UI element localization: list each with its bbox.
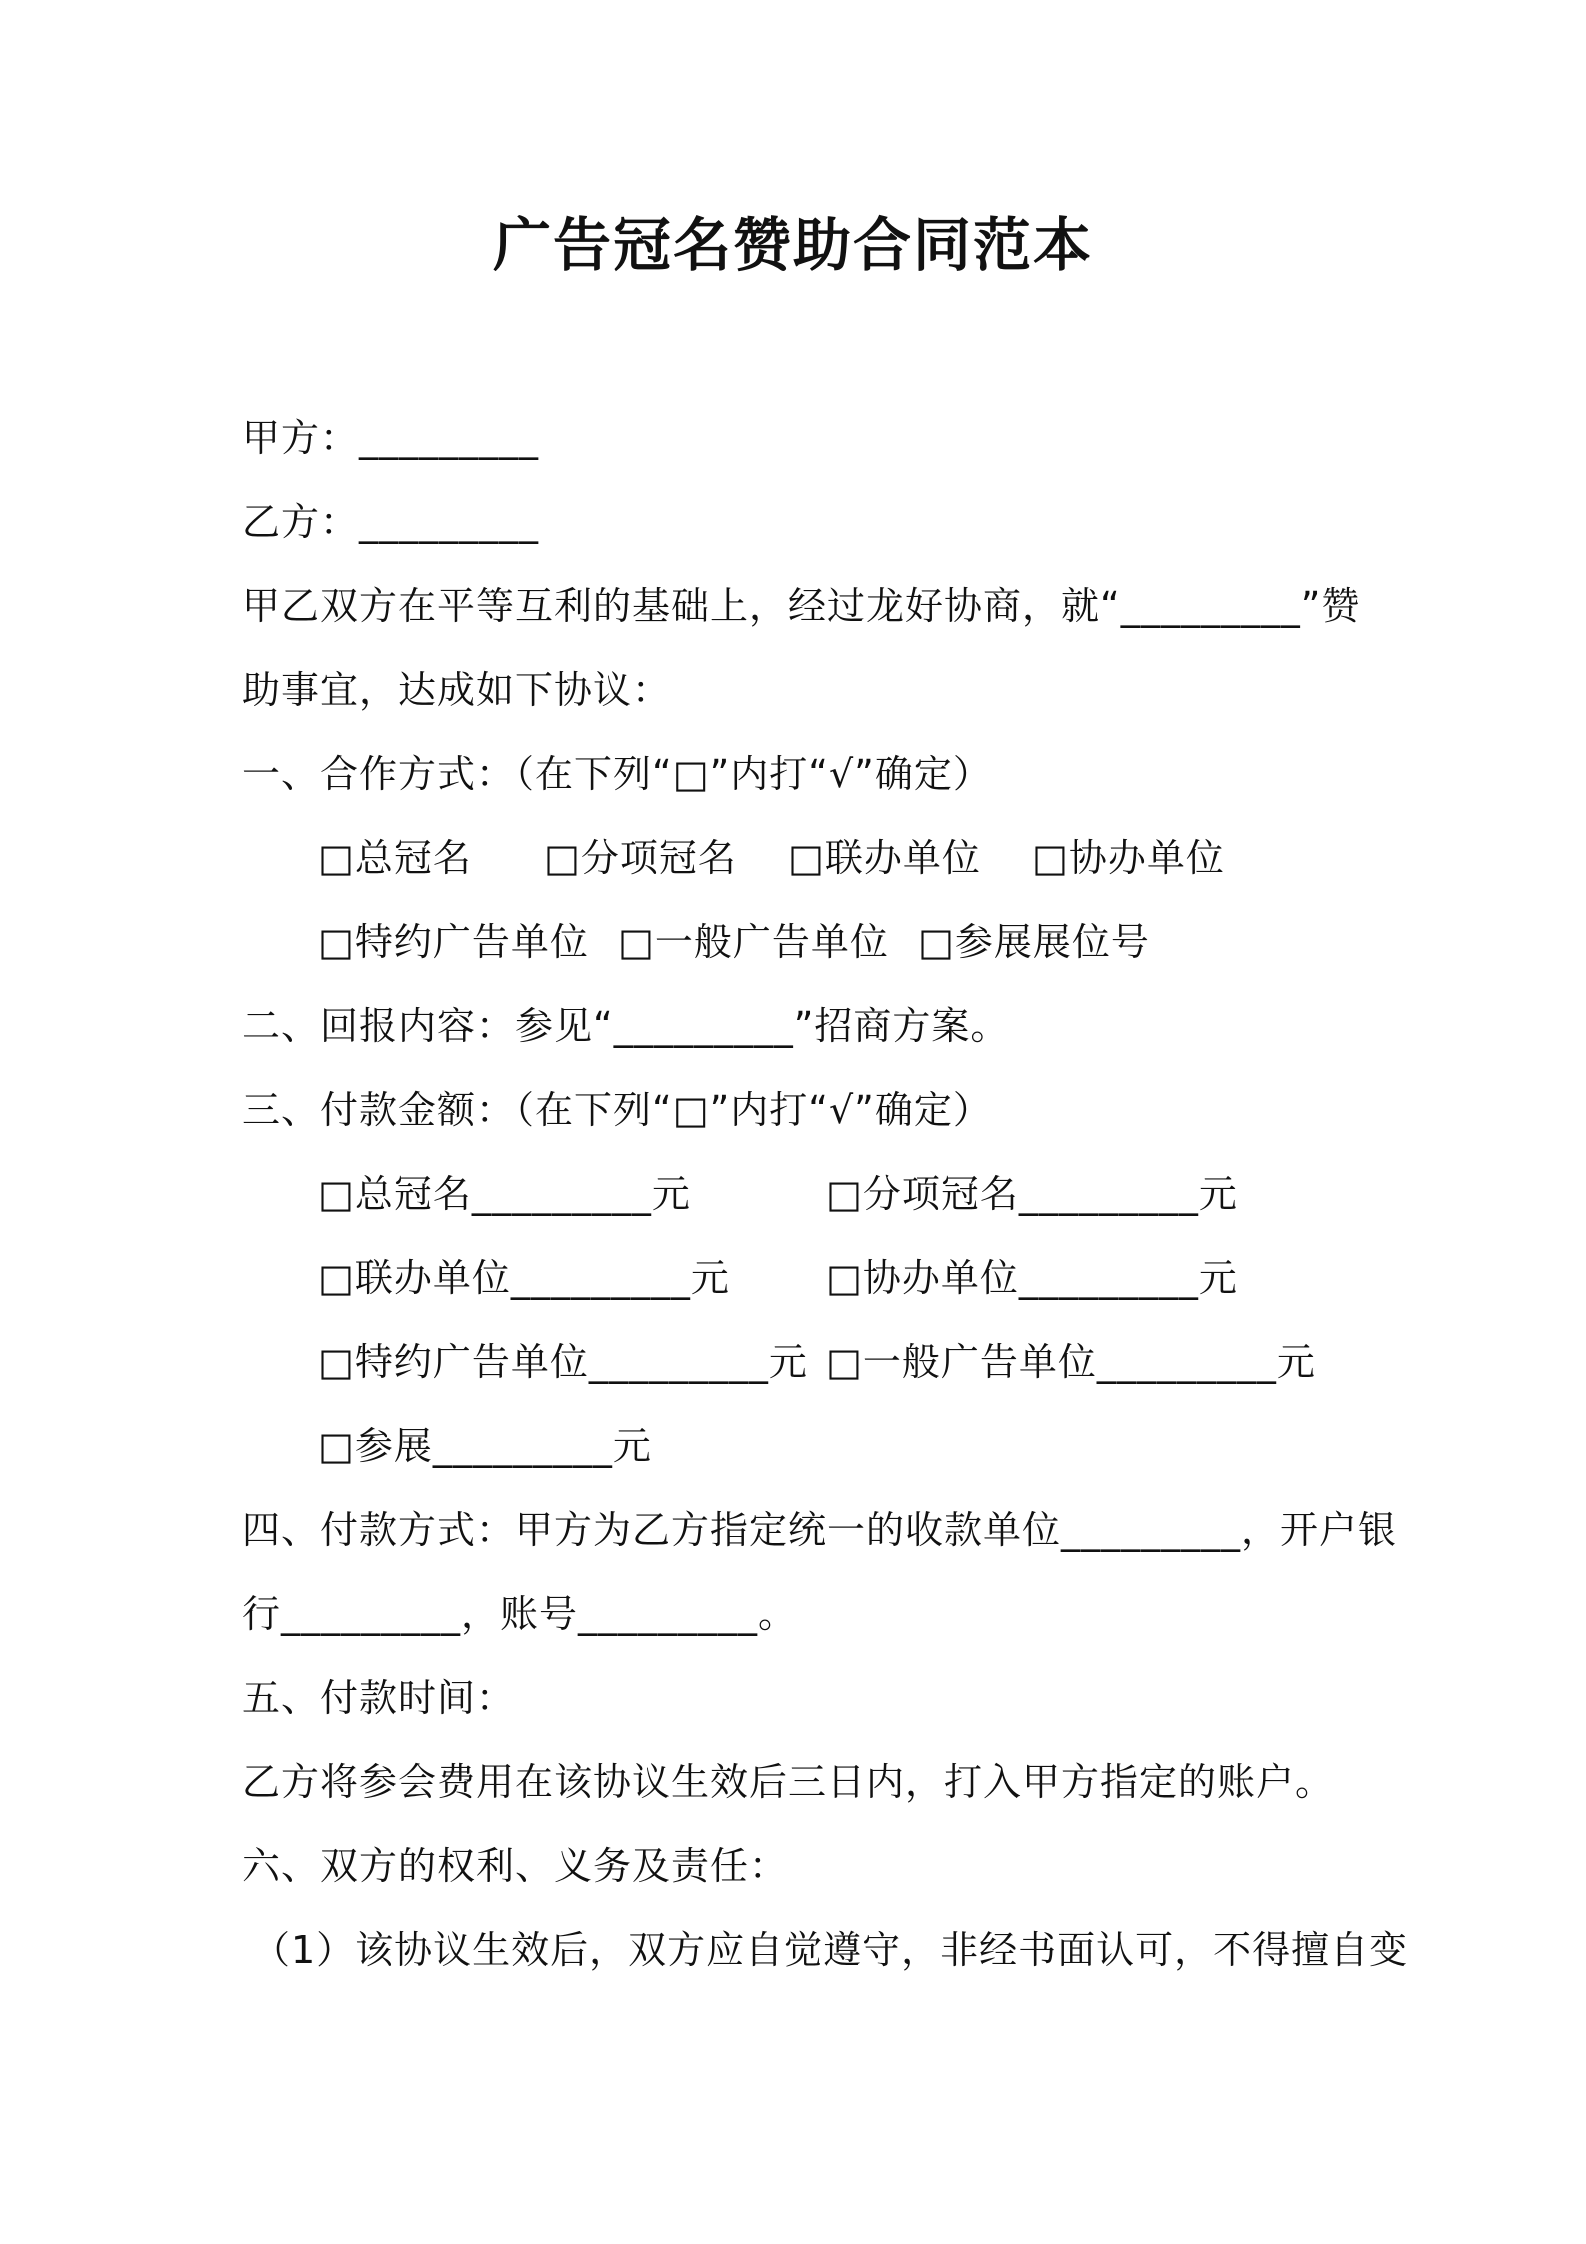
section6-heading: 六、双方的权利、义务及责任： <box>242 1844 789 1888</box>
amount-assisting-unit: □协办单位_________元 <box>826 1256 1238 1300</box>
section1-heading: 一、合作方式：（在下列“□”内打“√”确定） <box>242 752 992 796</box>
option-co-organizer: □联办单位 <box>788 836 981 880</box>
option-sub-title: □分项冠名 <box>544 836 737 880</box>
amount-sub-title: □分项冠名_________元 <box>826 1172 1238 1216</box>
section6-item-1: （1）该协议生效后，双方应自觉遵守，非经书面认可，不得擅自变 <box>252 1928 1409 1972</box>
section5-heading: 五、付款时间： <box>242 1676 516 1720</box>
option-assisting-unit: □协办单位 <box>1032 836 1225 880</box>
amount-special-ad-unit: □特约广告单位_________元 <box>318 1340 808 1384</box>
amount-exhibit: □参展_________元 <box>318 1424 652 1468</box>
section4-line-1: 四、付款方式：甲方为乙方指定统一的收款单位_________，开户银 <box>242 1508 1398 1552</box>
party-b-line: 乙方：_________ <box>242 500 540 544</box>
amount-co-organizer: □联办单位_________元 <box>318 1256 730 1300</box>
section3-heading: 三、付款金额：（在下列“□”内打“√”确定） <box>242 1088 992 1132</box>
option-booth-number: □参展展位号 <box>918 920 1150 964</box>
intro-line-2: 助事宜，达成如下协议： <box>242 668 672 712</box>
amount-general-ad-unit: □一般广告单位_________元 <box>826 1340 1316 1384</box>
option-total-title: □总冠名 <box>318 836 472 880</box>
party-a-line: 甲方：_________ <box>242 416 540 460</box>
amount-total-title: □总冠名_________元 <box>318 1172 691 1216</box>
intro-line-1: 甲乙双方在平等互利的基础上，经过龙好协商，就“_________”赞 <box>242 584 1361 628</box>
option-special-ad-unit: □特约广告单位 <box>318 920 589 964</box>
document-title: 广告冠名赞助合同范本 <box>492 211 1093 279</box>
section5-text: 乙方将参会费用在该协议生效后三日内，打入甲方指定的账户。 <box>242 1760 1335 1804</box>
section2-heading: 二、回报内容：参见“_________”招商方案。 <box>242 1004 1010 1048</box>
section4-line-2: 行_________，账号_________。 <box>242 1592 798 1636</box>
option-general-ad-unit: □一般广告单位 <box>618 920 889 964</box>
